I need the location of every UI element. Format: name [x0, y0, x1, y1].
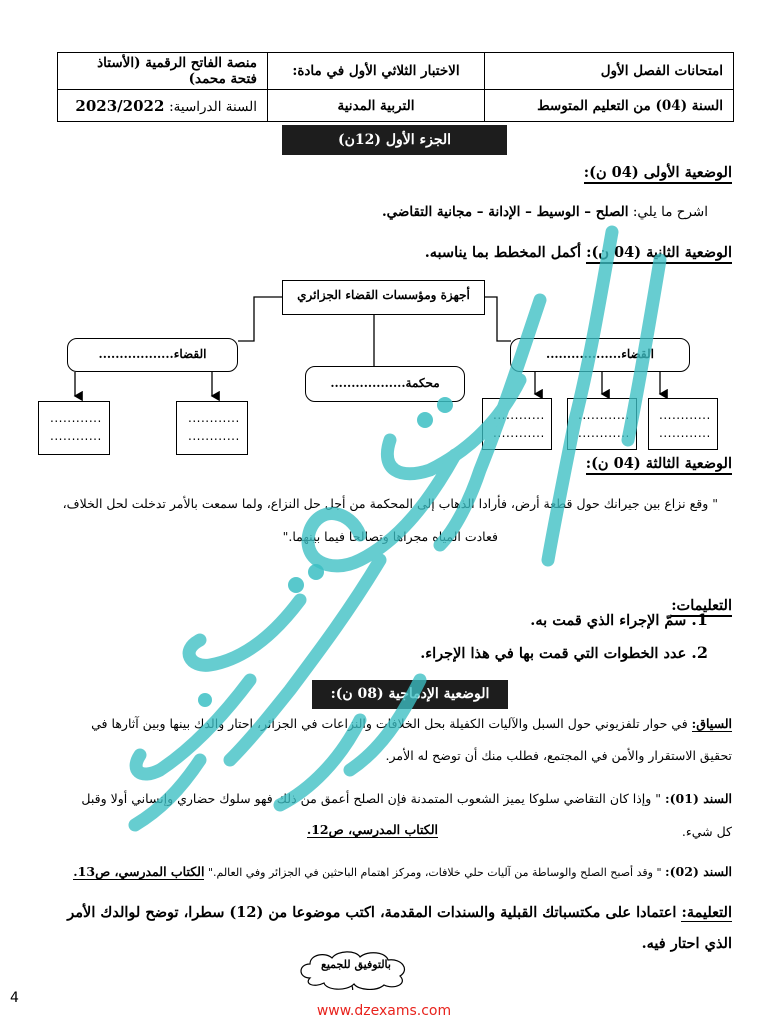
diagram-center-label: محكمة.................. [330, 376, 440, 390]
doc2-text: " وقد أصبح الصلح والوساطة من آليات حلي خلافات، ومركز اهتمام الباحثين في الجزائر وفي العالم." [207, 866, 662, 879]
context-text-1: في حوار تلفزيوني حول السبل والآليات الكفيلة بحل الخلافات والنزاعات في الجزائر، احتار والدك بينها وبين آثارها في [91, 716, 688, 731]
diagram-leaf-5 [648, 398, 718, 450]
instruction-item-2 [420, 643, 708, 662]
doc1-source: الكتاب المدرسي، ص12. [306, 822, 438, 837]
header-level: السنة (04) من التعليم المتوسط [485, 90, 734, 122]
doc2-line [73, 864, 732, 879]
header-exam-type: امتحانات الفصل الأول [485, 53, 734, 90]
instructions-title: التعليمات: [671, 597, 732, 617]
doc1-label: السند (01): [665, 791, 732, 806]
s2-instruction: أكمل المخطط بما يناسبه. [424, 244, 582, 261]
s3-title-wrap [586, 455, 732, 472]
doc1-text-2: كل شيء. [681, 824, 732, 839]
header-platform: منصة الفاتح الرقمية (الأستاذ فتحة محمد) [58, 53, 268, 90]
leaf-5-line-2: ............ [659, 426, 711, 440]
doc2-source: الكتاب المدرسي، ص13. [73, 864, 205, 879]
instruction-1-num: 1. [691, 610, 708, 629]
header-subject: التربية المدنية [268, 90, 485, 122]
s3-text-1: " وقع نزاع بين جيرانك حول قطعة أرض، فأرادا الذهاب إلى المحكمة من أجل حل النزاع، ولما سمعت بالأمر تدخلت لحل الخلاف، [62, 496, 718, 511]
header-subject-label: الاختبار الثلاثي الأول في مادة: [268, 53, 485, 90]
s3-text-2: فعادت المياه مجراها وتصالحا فيما بينهما." [282, 529, 498, 544]
s2-title: الوضعية الثانية (04 ن): [586, 244, 732, 264]
diagram-leaf-1 [38, 401, 110, 455]
header-year-value: 2023/2022 [75, 96, 165, 115]
doc1-text-1: " وإذا كان التقاضي سلوكا يميز الشعوب المتمدنة فإن الصلح أعمق من ذلك فهو سلوك حضاري وإنساني أولا وقبل [81, 791, 662, 806]
diagram-right-label: القضاء.................. [546, 347, 654, 361]
doc2-label: السند (02): [665, 864, 732, 879]
header-year-label: السنة الدراسية: [169, 98, 257, 115]
s1-prompt: اشرح ما يلي: [632, 204, 708, 220]
instruction-2-text: عدد الخطوات التي قمت بها في هذا الإجراء. [420, 645, 687, 662]
leaf-1-line-1: ............ [50, 411, 102, 425]
doc1-line-1 [81, 791, 732, 806]
leaf-3-line-1: ............ [493, 408, 545, 422]
leaf-5-line-1: ............ [659, 408, 711, 422]
footer-url-link[interactable]: www.dzexams.com [316, 1003, 452, 1019]
s3-title: الوضعية الثالثة (04 ن): [586, 455, 732, 475]
leaf-1-line-2: ............ [50, 429, 102, 443]
instruction-1-text: سمّ الإجراء الذي قمت به. [530, 612, 687, 629]
leaf-4-line-1: ............ [578, 408, 630, 422]
diagram-leaf-2 [176, 401, 248, 455]
leaf-2-line-1: ............ [188, 411, 240, 425]
leaf-4-line-2: ............ [578, 426, 630, 440]
context-label: السياق: [691, 716, 732, 731]
closing-text: بالتوفيق للجميع [321, 958, 391, 971]
instruction-item-1 [530, 610, 708, 629]
part1-title: الجزء الأول (12ن) [282, 125, 507, 155]
task-text-2: الذي احتار فيه. [641, 935, 732, 952]
diagram-leaf-4 [567, 398, 637, 450]
context-line-1 [91, 716, 732, 731]
leaf-2-line-2: ............ [188, 429, 240, 443]
diagram-leaf-3 [482, 398, 552, 450]
diagram-root-label: أجهزة ومؤسسات القضاء الجزائري [297, 288, 470, 302]
leaf-3-line-2: ............ [493, 426, 545, 440]
diagram-left-label: القضاء.................. [98, 347, 207, 361]
task-line-1 [67, 904, 732, 921]
context-text-2: تحقيق الاستقرار والأمن في المجتمع، فطلب منك أن توضح له الأمر. [385, 748, 732, 763]
task-text-1: اعتمادا على مكتسباتك القبلية والسندات المقدمة، اكتب موضوعا من (12) سطرا، توضح لوالدك الأمر [67, 904, 677, 921]
s1-title: الوضعية الأولى (04 ن): [584, 164, 732, 184]
integration-title: الوضعية الإدماجية (08 ن): [312, 680, 508, 709]
page-number: 4 [10, 990, 19, 1006]
s1-terms: الصلح – الوسيط – الإدانة – مجانية التقاضي. [381, 204, 629, 220]
task-label: التعليمة: [681, 904, 732, 921]
instruction-2-num: 2. [691, 643, 708, 662]
